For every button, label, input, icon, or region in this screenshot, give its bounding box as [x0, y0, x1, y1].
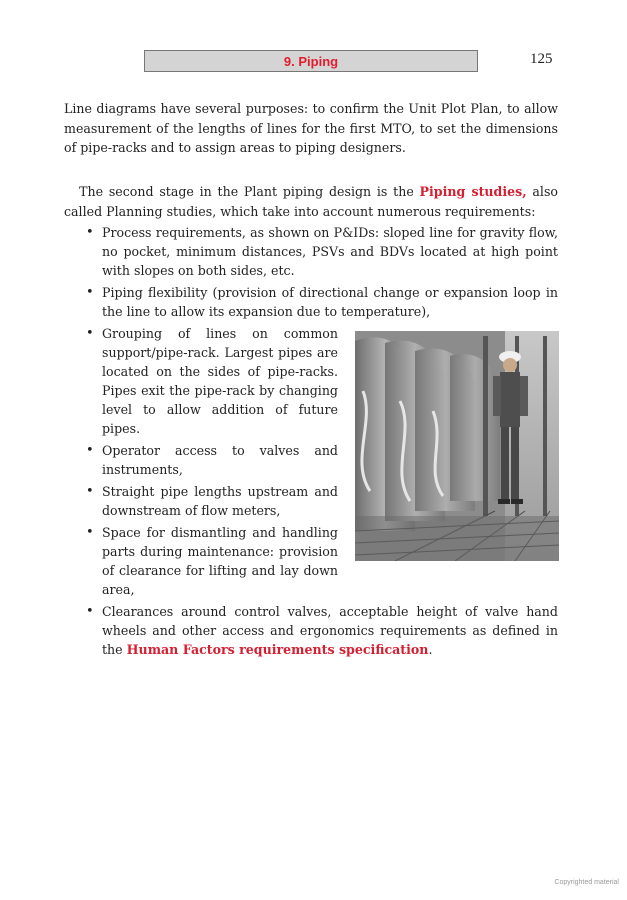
- list-item: • Grouping of lines on common support/pipe-rack. Largest pipes are located on the sides of pipe-racks. Pipes exit the pipe-rack by changing level to allow addition of future pipes.: [64, 324, 338, 438]
- studies-paragraph: [64, 182, 558, 221]
- studies-lead: The second stage in the Plant piping design is the: [79, 184, 420, 199]
- last-bullet-lead: Clearances around control valves, acceptable height of valve hand wheels and other access and ergonomics requirements as defined in the: [102, 604, 558, 657]
- piping-photo: [355, 331, 559, 561]
- last-bullet-tail: .: [428, 642, 433, 657]
- copyright-notice: Copyrighted material: [554, 879, 619, 886]
- list-item: [64, 602, 558, 659]
- intro-paragraph: Line diagrams have several purposes: to confirm the Unit Plot Plan, to allow measurement of the lengths of lines for the first MTO, to set the dimensions of pipe-racks and to assign areas to piping designers.: [64, 101, 558, 155]
- list-item: • Straight pipe lengths upstream and downstream of flow meters,: [64, 482, 338, 520]
- piping-studies-term: Piping studies,: [419, 184, 527, 199]
- chapter-header: [144, 50, 478, 72]
- page-number: 125: [530, 51, 553, 67]
- studies-tail: also called Planning studies, which take into account numerous requirements:: [64, 184, 558, 219]
- list-item: • Operator access to valves and instruments,: [64, 441, 338, 479]
- chapter-title: 9. Piping: [283, 53, 339, 69]
- list-item: • Process requirements, as shown on P&IDs: sloped line for gravity flow, no pocket, minimum distances, PSVs and BDVs located at high point with slopes on both sides, etc.: [64, 223, 558, 280]
- list-item: • Piping flexibility (provision of directional change or expansion loop in the line to allow its expansion due to temperature),: [64, 283, 558, 321]
- list-item: • Space for dismantling and handling parts during maintenance: provision of clearance for lifting and lay down area,: [64, 523, 338, 599]
- human-factors-term: Human Factors requirements specification: [126, 642, 429, 657]
